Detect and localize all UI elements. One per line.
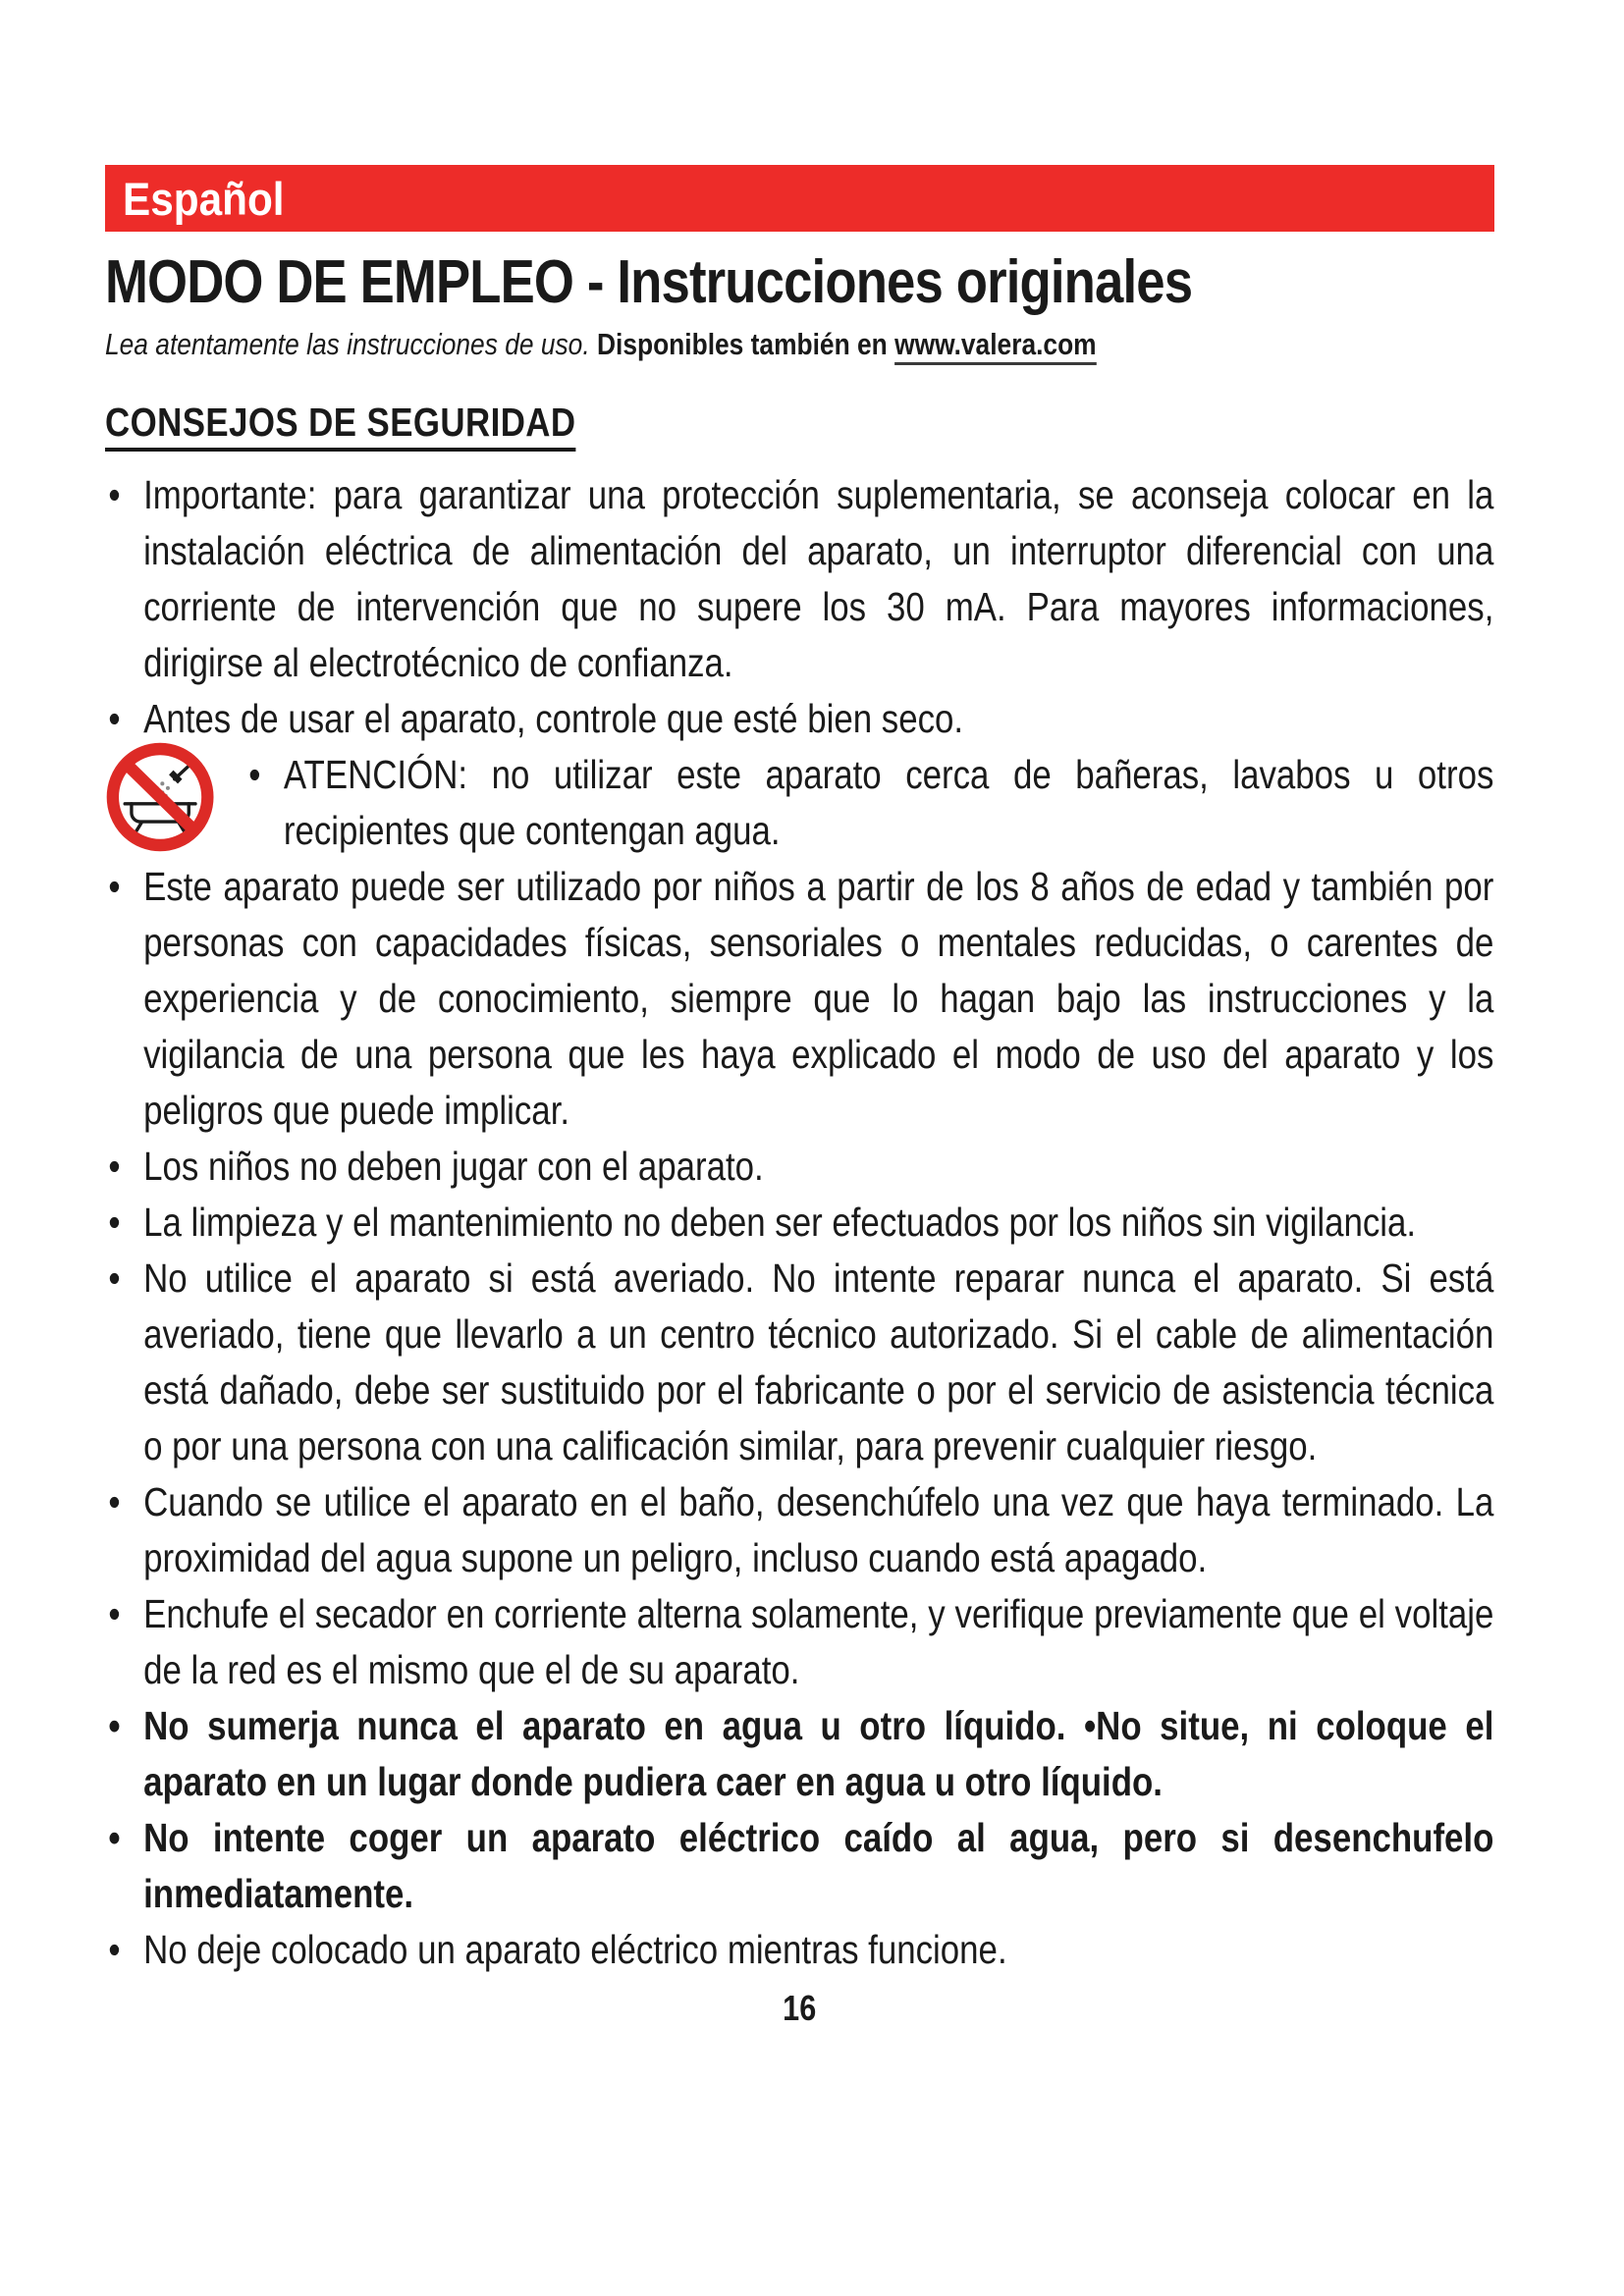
bullet-uso-en-bano (105, 1474, 1493, 1586)
page-title: MODO DE EMPLEO - Instrucciones originales (105, 248, 1193, 316)
prohibition-bathtub-icon (105, 741, 215, 853)
bullet-ninos-no-jugar (105, 1139, 1493, 1195)
bullet-text: Enchufe el secador en corriente alterna solamente, y verifique previamente que el voltaje de la red es el mismo que el de su aparato. (143, 1591, 1494, 1692)
language-banner (105, 165, 1494, 232)
bullet-text: No deje colocado un aparato eléctrico mientras funcione. (143, 1927, 1007, 1972)
bullet-no-sumerja (105, 1698, 1493, 1810)
bullet-no-deje-colocado (105, 1922, 1493, 1978)
bullet-uso-ninos (105, 859, 1493, 1139)
safety-bullet-list (105, 467, 1493, 1978)
page-number: 16 (783, 1988, 817, 2028)
bullet-text: No intente coger un aparato eléctrico caído al agua, pero si desenchufelo inmediatamente. (143, 1815, 1494, 1916)
bullet-text: No sumerja nunca el aparato en agua u otro líquido. •No situe, ni coloque el aparato en un lugar donde pudiera caer en agua u otro líquido. (143, 1703, 1494, 1804)
valera-url-link[interactable]: www.valera.com (894, 327, 1097, 365)
bullet-no-coger-caido (105, 1810, 1493, 1922)
bullet-text: ATENCIÓN: no utilizar este aparato cerca de bañeras, lavabos u otros recipientes que contengan agua. (283, 752, 1494, 853)
bullet-antes-de-usar (105, 691, 1493, 747)
bullet-text: Este aparato puede ser utilizado por niños a partir de los 8 años de edad y también por personas con capacidades físicas, sensoriales o mentales reducidas, o carentes de experiencia y de conocimiento, siempre que lo hagan bajo las instrucciones y la vigilancia de una persona que les haya explicado el modo de uso del aparato y los peligros que puede implicar. (143, 864, 1494, 1133)
language-banner-label: Español (123, 172, 285, 225)
bullet-text: La limpieza y el mantenimiento no deben ser efectuados por los niños sin vigilancia. (143, 1200, 1417, 1245)
subtitle (105, 327, 1493, 362)
bullet-text: Los niños no deben jugar con el aparato. (143, 1144, 764, 1189)
bullet-importante (105, 467, 1493, 691)
page-content (105, 247, 1493, 2029)
bullet-text: No utilice el aparato si está averiado. No intente reparar nunca el aparato. Si está averiado, tiene que llevarlo a un centro técnico autorizado. Si el cable de alimentación está dañado, debe ser sustituido por el fabricante o por el servicio de asistencia técnica o por una persona con una calificación similar, para prevenir cualquier riesgo. (143, 1255, 1494, 1468)
bullet-text: Cuando se utilice el aparato en el baño, desenchúfelo una vez que haya terminado. La proximidad del agua supone un peligro, incluso cuando está apagado. (143, 1479, 1494, 1580)
bullet-no-utilice-averiado (105, 1251, 1493, 1474)
bullet-atencion (245, 747, 1494, 859)
bullet-limpieza (105, 1195, 1493, 1251)
bullet-text: Importante: para garantizar una protección suplementaria, se aconseja colocar en la instalación eléctrica de alimentación del aparato, un interruptor diferencial con una corriente de intervención que no supere los 30 mA. Para mayores informaciones, dirigirse al electrotécnico de confianza. (143, 472, 1494, 685)
bullet-text: Antes de usar el aparato, controle que esté bien seco. (143, 696, 964, 741)
bullet-enchufe-corriente (105, 1586, 1493, 1698)
subtitle-note: Lea atentamente las instrucciones de uso. (105, 327, 590, 361)
section-heading-consejos: CONSEJOS DE SEGURIDAD (105, 400, 575, 452)
subtitle-availability: Disponibles también en (596, 327, 888, 361)
